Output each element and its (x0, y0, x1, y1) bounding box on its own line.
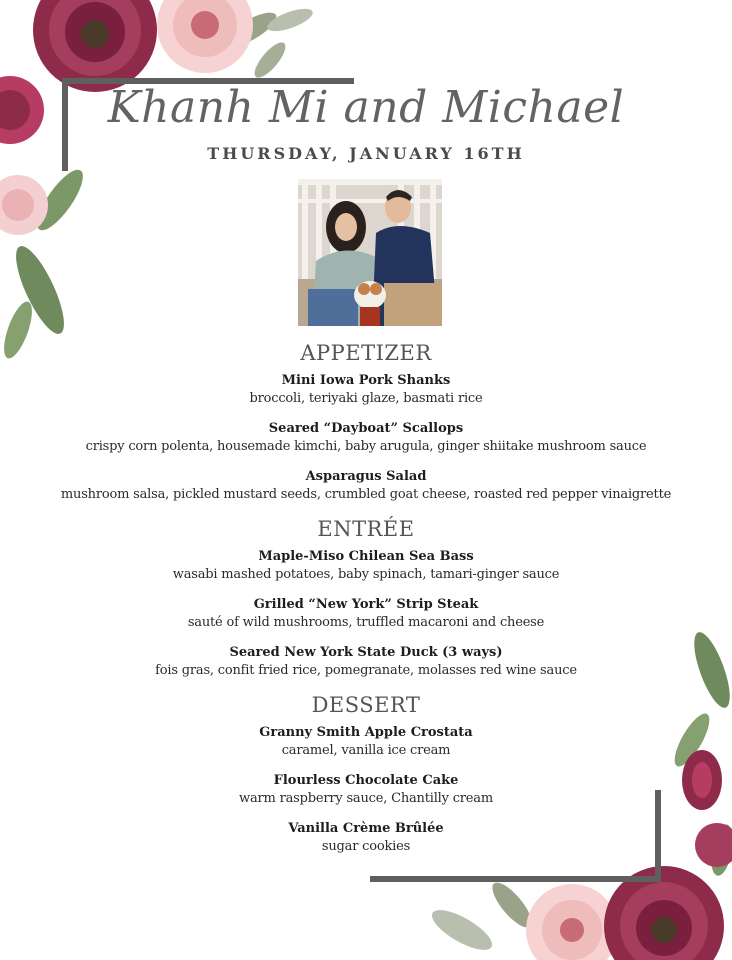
dish-description: wasabi mashed potatoes, baby spinach, tamari-ginger sauce (172, 567, 560, 582)
floral-decoration-top-left (0, 0, 330, 360)
dish-item (0, 372, 732, 408)
dish-description: broccoli, teriyaki glaze, basmati rice (249, 391, 483, 406)
dish-description: caramel, vanilla ice cream (281, 743, 451, 758)
dish-name: Mini Iowa Pork Shanks (281, 373, 451, 388)
dish-description: sugar cookies (321, 839, 411, 854)
rose-light-top-left (157, 0, 253, 73)
dish-item (0, 644, 732, 680)
dish-item (0, 468, 732, 504)
dish-name: Maple-Miso Chilean Sea Bass (258, 549, 474, 564)
menu-section-entree (0, 514, 732, 680)
dish-name: Flourless Chocolate Cake (273, 773, 459, 788)
menu-section-dessert (0, 690, 732, 856)
couple-photo (298, 179, 442, 326)
couple-names-title: Khanh Mi and Michael (107, 82, 625, 133)
dish-name: Seared New York State Duck (3 ways) (229, 645, 503, 660)
menu (0, 338, 732, 856)
menu-section-appetizer (0, 338, 732, 504)
dish-description: crispy corn polenta, housemade kimchi, baby arugula, ginger shiitake mushroom sauce (85, 439, 647, 454)
dish-name: Granny Smith Apple Crostata (259, 725, 473, 740)
dish-description: mushroom salsa, pickled mustard seeds, crumbled goat cheese, roasted red pepper vinaigrette (60, 487, 672, 502)
section-title: APPETIZER (300, 341, 432, 365)
dish-item (0, 548, 732, 584)
section-title: ENTRÉE (317, 517, 415, 541)
dish-item (0, 724, 732, 760)
dish-item (0, 772, 732, 808)
dish-name: Seared “Dayboat” Scallops (268, 421, 464, 436)
dish-description: fois gras, confit fried rice, pomegranate, molasses red wine sauce (155, 663, 577, 678)
dish-name: Grilled “New York” Strip Steak (253, 597, 479, 612)
section-title: DESSERT (311, 693, 421, 717)
dish-description: sauté of wild mushrooms, truffled macaroni and cheese (187, 615, 545, 630)
dish-name: Asparagus Salad (305, 469, 427, 484)
dish-item (0, 596, 732, 632)
dish-name: Vanilla Crème Brûlée (288, 821, 444, 836)
dish-item (0, 820, 732, 856)
dish-item (0, 420, 732, 456)
dish-description: warm raspberry sauce, Chantilly cream (239, 791, 493, 806)
couple-photo-image (298, 179, 442, 326)
event-date: THURSDAY, JANUARY 16TH (207, 144, 525, 163)
